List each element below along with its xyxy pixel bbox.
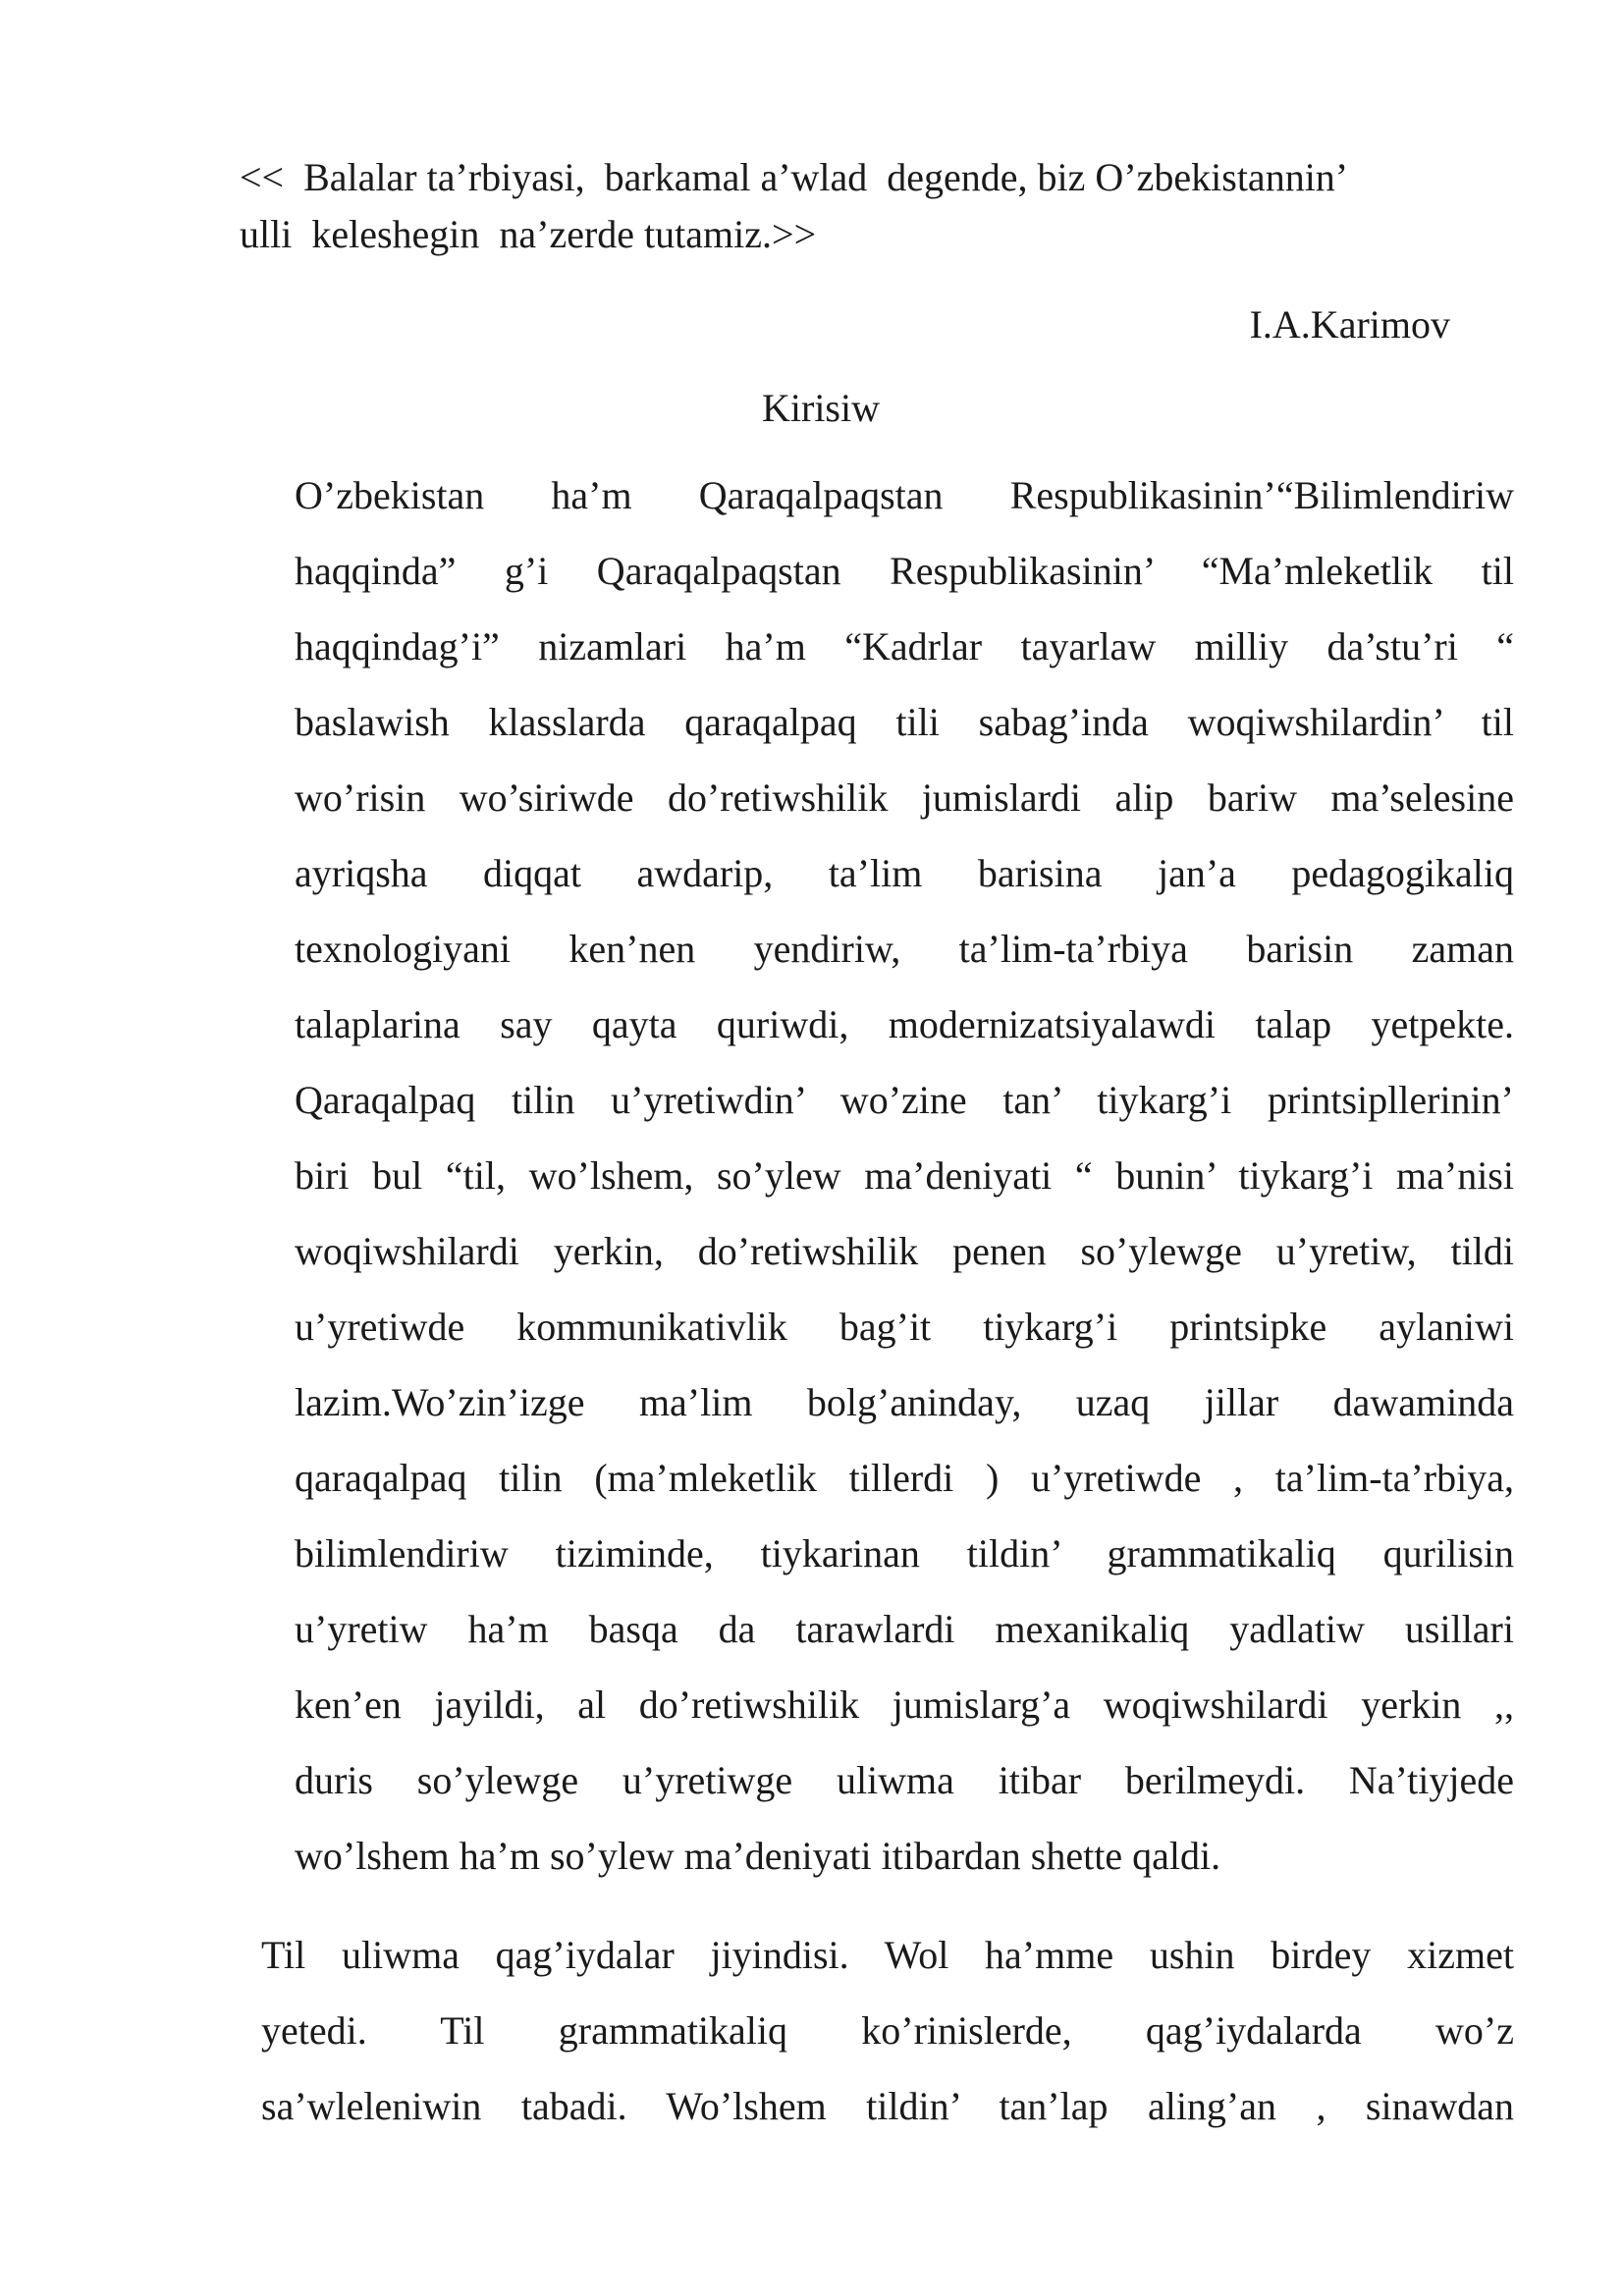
text-line: Til uliwma qag’iydalar jiyindisi. Wol ha’mme ushin birdey xizmet — [261, 1933, 1514, 1977]
text-line: Qaraqalpaq tilin u’yretiwdin’ wo’zine tan’ tiykarg’i printsipllerinin’ — [295, 1078, 1514, 1122]
epigraph-line: << Balalar ta’rbiyasi, barkamal a’wlad degende, biz O’zbekistannin’ — [240, 155, 1349, 199]
epigraph — [240, 149, 1514, 263]
text-line: O’zbekistan ha’m Qaraqalpaqstan Respublikasinin’“Bilimlendiriw — [295, 473, 1514, 517]
paragraph-intro — [240, 457, 1514, 1894]
paragraph — [240, 1917, 1514, 2144]
text-line: haqqinda” g’i Qaraqalpaqstan Respublikasinin’ “Ma’mleketlik til — [295, 549, 1514, 593]
text-line: u’yretiw ha’m basqa da tarawlardi mexanikaliq yadlatiw usillari — [295, 1607, 1514, 1651]
text-line: talaplarina say qayta quriwdi, modernizatsiyalawdi talap yetpekte. — [295, 1002, 1514, 1046]
text-line: woqiwshilardi yerkin, do’retiwshilik penen so’ylewge u’yretiw, tildi — [295, 1229, 1514, 1273]
text-line: qaraqalpaq tilin (ma’mleketlik tillerdi ) u’yretiwde , ta’lim-ta’rbiya, — [295, 1456, 1514, 1500]
text-line: ayriqsha diqqat awdarip, ta’lim barisina jan’a pedagogikaliq — [295, 851, 1514, 895]
text-line: lazim.Wo’zin’izge ma’lim bolg’aninday, uzaq jillar dawaminda — [295, 1380, 1514, 1424]
text-line: yetedi. Til grammatikaliq ko’rinislerde, qag’iydalarda wo’z — [261, 2008, 1514, 2053]
text-line: bilimlendiriw tiziminde, tiykarinan tildin’ grammatikaliq qurilisin — [295, 1531, 1514, 1575]
text-line: wo’risin wo’siriwde do’retiwshilik jumislardi alip bariw ma’selesine — [295, 775, 1514, 820]
text-line: wo’lshem ha’m so’ylew ma’deniyati itibardan shette qaldi. — [295, 1834, 1221, 1878]
paragraph — [240, 457, 1514, 1894]
text-line: u’yretiwde kommunikativlik bag’it tiykarg’i printsipke aylaniwi — [295, 1305, 1514, 1349]
section-heading: Kirisiw — [762, 386, 880, 430]
text-line: haqqindag’i” nizamlari ha’m “Kadrlar tayarlaw milliy da’stu’ri “ — [295, 624, 1514, 668]
text-line: baslawish klasslarda qaraqalpaq tili sabag’inda woqiwshilardin’ til — [295, 700, 1514, 744]
text-line: texnologiyani ken’nen yendiriw, ta’lim-ta’rbiya barisin zaman — [295, 927, 1514, 971]
epigraph-line: ulli keleshegin na’zerde tutamiz.>> — [240, 212, 817, 256]
text-line: ken’en jayildi, al do’retiwshilik jumislarg’a woqiwshilardi yerkin ,, — [295, 1682, 1514, 1727]
text-line: biri bul “til, wo’lshem, so’ylew ma’deniyati “ bunin’ tiykarg’i ma’nisi — [295, 1153, 1514, 1198]
text-line: sa’wleleniwin tabadi. Wo’lshem tildin’ tan’lap aling’an , sinawdan — [261, 2084, 1514, 2128]
text-line: duris so’ylewge u’yretiwge uliwma itibar berilmeydi. Na’tiyjede — [295, 1758, 1514, 1802]
paragraph-second — [240, 1917, 1514, 2144]
epigraph-author: I.A.Karimov — [1249, 302, 1450, 347]
